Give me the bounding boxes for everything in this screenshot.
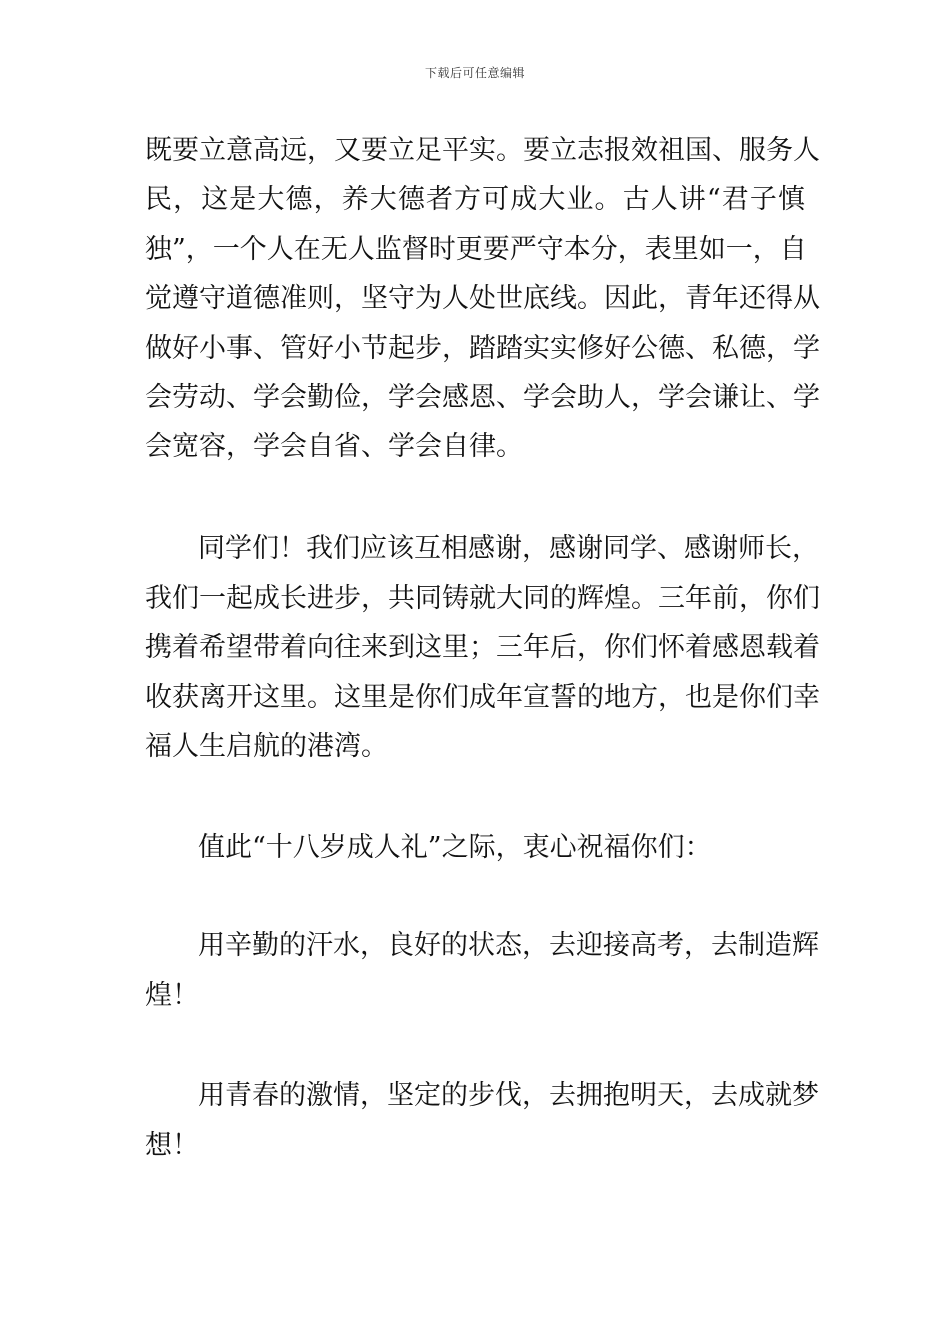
paragraph-1-line-2: 民，这是大德，养大德者方可成大业。古人讲“君子慎: [145, 184, 805, 215]
paragraph-2-line-3: 携着希望带着向往来到这里；三年后，你们怀着感恩载着: [145, 632, 820, 663]
paragraph-5-line-2: 想！: [145, 1130, 199, 1161]
paragraph-2-line-1: 同学们！我们应该互相感谢，感谢同学、感谢师长，: [198, 533, 819, 564]
paragraph-2-line-5: 福人生启航的港湾。: [145, 731, 388, 762]
paragraph-1-line-6: 会劳动、学会勤俭，学会感恩、学会助人，学会谦让、学: [145, 382, 820, 413]
paragraph-1-line-3: 独”，一个人在无人监督时更要严守本分，表里如一，自: [145, 234, 807, 265]
paragraph-2-line-2: 我们一起成长进步，共同铸就大同的辉煌。三年前，你们: [145, 583, 820, 614]
paragraph-3-line-1: 值此“十八岁成人礼”之际，衷心祝福你们：: [198, 832, 712, 863]
paragraph-1-line-5: 做好小事、管好小节起步，踏踏实实修好公德、私德，学: [145, 333, 820, 364]
paragraph-2-line-4: 收获离开这里。这里是你们成年宣誓的地方，也是你们幸: [145, 682, 820, 713]
paragraph-4-line-2: 煌！: [145, 980, 199, 1011]
paragraph-1-line-7: 会宽容，学会自省、学会自律。: [145, 431, 523, 462]
paragraph-4-line-1: 用辛勤的汗水，良好的状态，去迎接高考，去制造辉: [198, 930, 819, 961]
paragraph-5-line-1: 用青春的激情，坚定的步伐，去拥抱明天，去成就梦: [198, 1080, 819, 1111]
paragraph-1-line-4: 觉遵守道德准则，坚守为人处世底线。因此，青年还得从: [145, 283, 820, 314]
paragraph-1-line-1: 既要立意高远，又要立足平实。要立志报效祖国、服务人: [145, 135, 820, 166]
page-header: 下载后可任意编辑: [424, 66, 525, 80]
